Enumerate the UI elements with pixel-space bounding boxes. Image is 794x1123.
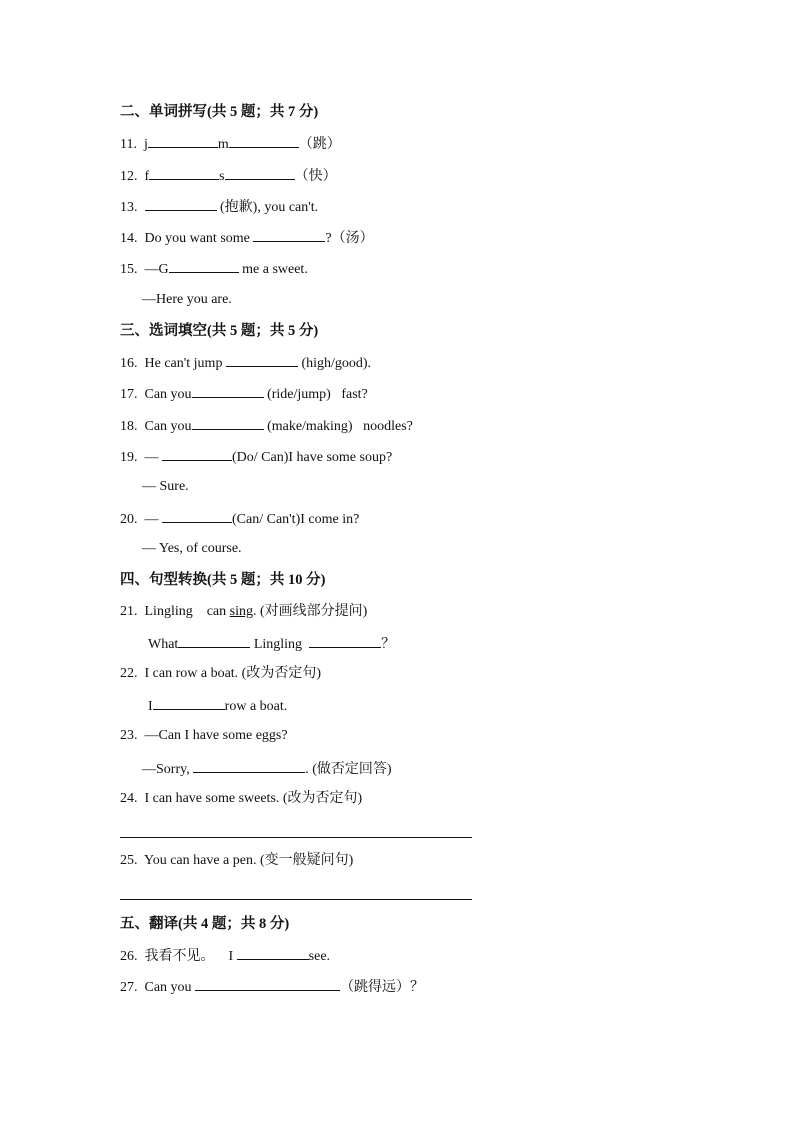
question-21-line2: What Lingling ？	[148, 634, 395, 652]
question-26: 26. 我看不见。 I see.	[120, 946, 330, 964]
question-11: 11. j m （跳）	[120, 134, 341, 152]
question-25: 25. You can have a pen. (变一般疑问句)	[120, 853, 354, 868]
blank[interactable]	[178, 634, 250, 648]
blank[interactable]	[162, 509, 232, 523]
question-15: 15. —G me a sweet.	[120, 259, 308, 277]
blank[interactable]	[253, 228, 325, 242]
blank[interactable]	[193, 759, 305, 773]
question-15-reply: —Here you are.	[142, 292, 232, 307]
question-24: 24. I can have some sweets. (改为否定句)	[120, 791, 363, 806]
question-12: 12. f s （快）	[120, 166, 337, 184]
blank[interactable]	[192, 384, 264, 398]
answer-line-25[interactable]	[120, 899, 472, 900]
question-19: 19. — (Do/ Can)I have some soup?	[120, 447, 392, 465]
question-21: 21. Lingling can sing. (对画线部分提问)	[120, 604, 368, 619]
question-14: 14. Do you want some ?（汤）	[120, 228, 374, 246]
question-16: 16. He can't jump (high/good).	[120, 353, 371, 371]
section-heading-2: 二、单词拼写(共 5 题；共 7 分)	[120, 104, 319, 120]
question-13: 13. (抱歉), you can't.	[120, 197, 318, 215]
question-18: 18. Can you (make/making) noodles?	[120, 416, 413, 434]
blank[interactable]	[153, 696, 225, 710]
blank[interactable]	[225, 166, 295, 180]
question-22-line2: I row a boat.	[148, 696, 287, 714]
blank[interactable]	[149, 166, 219, 180]
blank[interactable]	[229, 134, 299, 148]
section-heading-3: 三、选词填空(共 5 题；共 5 分)	[120, 323, 319, 339]
answer-line-24[interactable]	[120, 837, 472, 838]
blank[interactable]	[148, 134, 218, 148]
section-heading-5: 五、翻译(共 4 题；共 8 分)	[120, 916, 290, 932]
question-20-reply: — Yes, of course.	[142, 541, 242, 556]
blank[interactable]	[169, 259, 239, 273]
blank[interactable]	[309, 634, 381, 648]
blank[interactable]	[237, 946, 309, 960]
question-23: 23. —Can I have some eggs?	[120, 728, 288, 743]
question-27: 27. Can you （跳得远）？	[120, 977, 424, 995]
question-19-reply: — Sure.	[142, 479, 189, 494]
blank[interactable]	[226, 353, 298, 367]
question-20: 20. — (Can/ Can't)I come in?	[120, 509, 359, 527]
blank[interactable]	[195, 977, 340, 991]
section-heading-4: 四、句型转换(共 5 题；共 10 分)	[120, 572, 326, 588]
blank[interactable]	[192, 416, 264, 430]
question-22: 22. I can row a boat. (改为否定句)	[120, 666, 322, 681]
blank[interactable]	[162, 447, 232, 461]
question-23-line2: —Sorry, . (做否定回答)	[142, 759, 392, 777]
question-17: 17. Can you (ride/jump) fast?	[120, 384, 368, 402]
underlined-word: sing	[229, 604, 253, 619]
blank[interactable]	[145, 197, 217, 211]
